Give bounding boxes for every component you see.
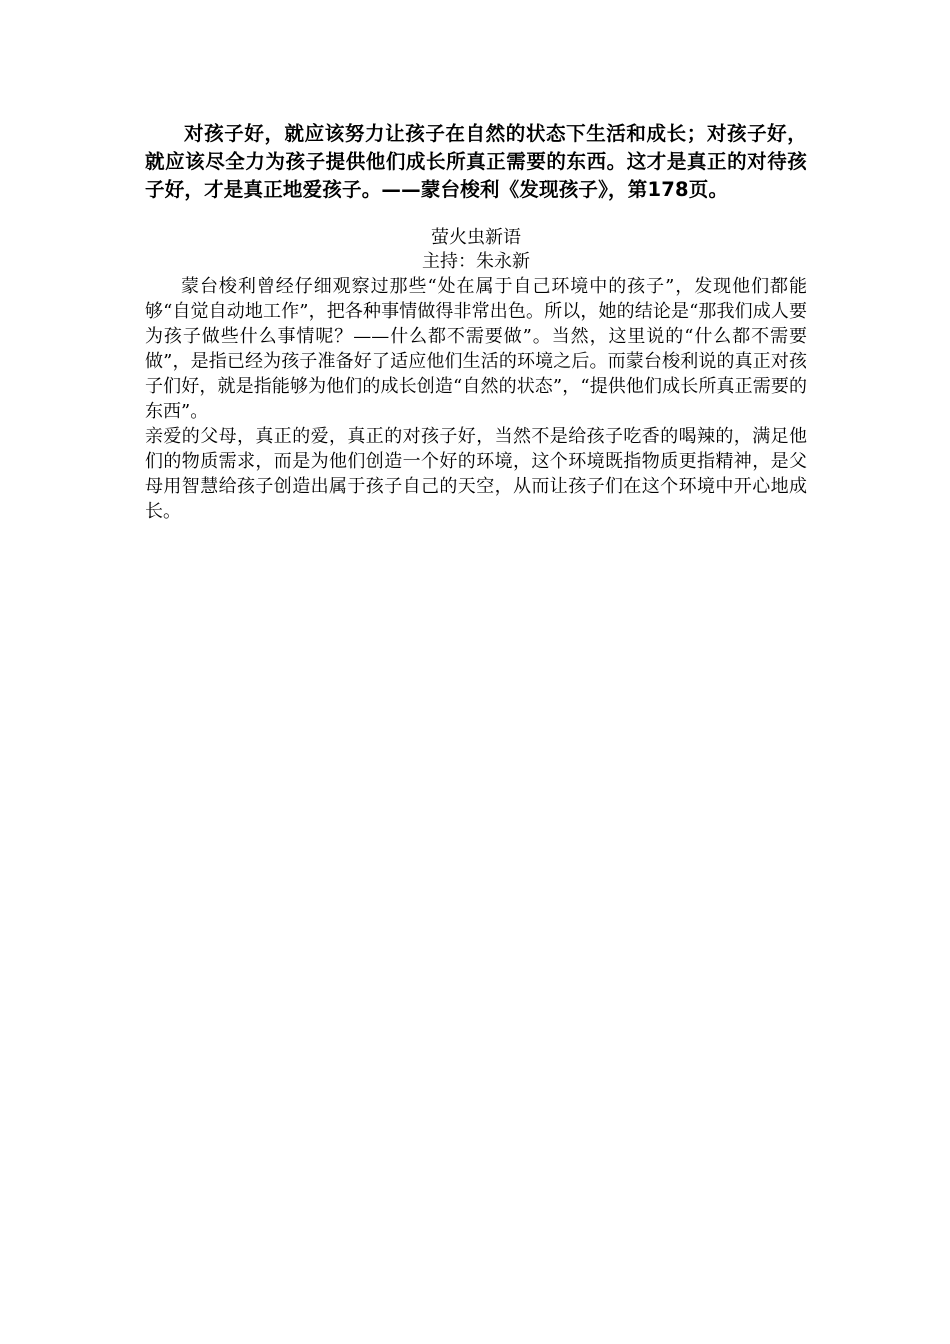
paragraph-1: 蒙台梭利曾经仔细观察过那些“处在属于自己环境中的孩子”，发现他们都能够“自觉自动地工作”，把各种事情做得非常出色。所以，她的结论是“那我们成人要为孩子做些什么事情呢？——什么都不需要做”。当然，这里说的“什么都不需要做”，是指已经为孩子准备好了适应他们生活的环境之后。而蒙台梭利说的真正对孩子们好，就是指能够为他们的成长创造“自然的状态”，“提供他们成长所真正需要的东西”。 — [145, 276, 807, 422]
host-line: 主持：朱永新 — [422, 251, 530, 272]
paragraph-2: 亲爱的父母，真正的爱，真正的对孩子好，当然不是给孩子吃香的喝辣的，满足他们的物质需求，而是为他们创造一个好的环境，这个环境既指物质更指精神，是父母用智慧给孩子创造出属于孩子自己的天空，从而让孩子们在这个环境中开心地成长。 — [145, 426, 807, 522]
document-body — [145, 120, 807, 524]
section-title: 萤火虫新语 — [431, 227, 521, 248]
montessori-quote: 对孩子好，就应该努力让孩子在自然的状态下生活和成长；对孩子好，就应该尽全力为孩子提供他们成长所真正需要的东西。这才是真正的对待孩子好，才是真正地爱孩子。——蒙台梭利《发现孩子》，第178页。 — [145, 122, 807, 201]
